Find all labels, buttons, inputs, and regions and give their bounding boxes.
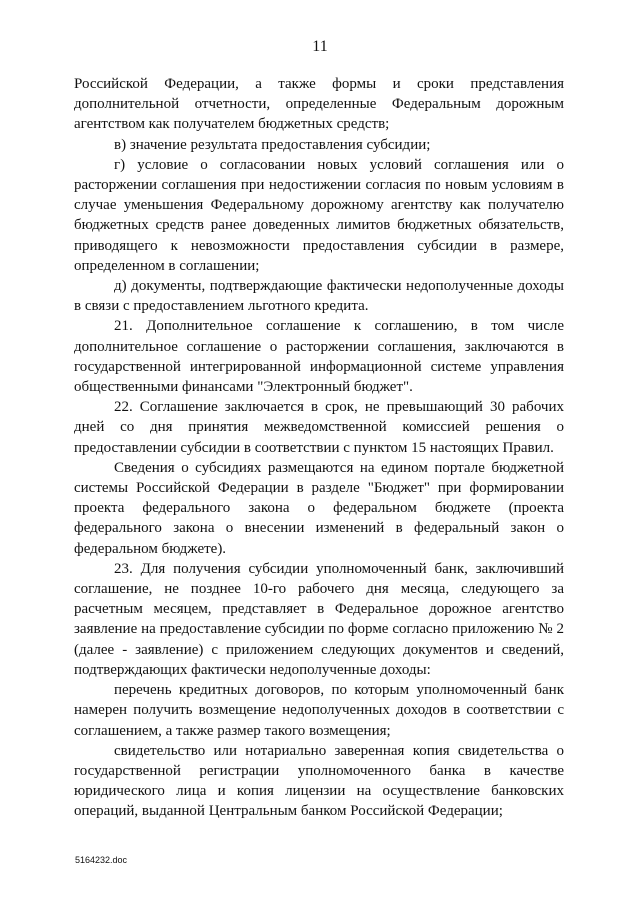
paragraph-22: 22. Соглашение заключается в срок, не превышающий 30 рабочих дней со дня принятия межведомственной комиссией решения о предоставлении субсидии в соответствии с пунктом 15 настоящих Правил.	[74, 399, 564, 456]
document-body	[74, 74, 564, 822]
paragraph-23: 23. Для получения субсидии уполномоченный банк, заключивший соглашение, не позднее 10-го рабочего дня месяца, следующего за расчетным месяцем, представляет в Федеральное дорожное агентство заявление на предоставление субсидии по форме согласно приложению № 2 (далее - заявление) с приложением следующих документов и сведений, подтверждающих фактически недополученные доходы:	[74, 560, 564, 678]
paragraph-item-d: д) документы, подтверждающие фактически недополученные доходы в связи с предоставлением льготного кредита.	[74, 278, 564, 315]
paragraph-21: 21. Дополнительное соглашение к соглашению, в том числе дополнительное соглашение о расторжении соглашения, заключаются в государственной интегрированной информационной системе управления общественными финансами "Электронный бюджет".	[74, 318, 564, 396]
paragraph-23-list-2: свидетельство или нотариально заверенная копия свидетельства о государственной регистрации уполномоченного банка в качестве юридического лица и копия лицензии на осуществление банковских операций, выданной Центральным банком Российской Федерации;	[74, 742, 564, 820]
paragraph-continuation: Российской Федерации, а также формы и сроки представления дополнительной отчетности, определенные Федеральным дорожным агентством как получателем бюджетных средств;	[74, 76, 564, 133]
footer-file-code: 5164232.doc	[75, 855, 128, 865]
paragraph-22-info: Сведения о субсидиях размещаются на едином портале бюджетной системы Российской Федерации в разделе "Бюджет" при формировании проекта федерального закона о федеральном бюджете (проекта федерального закона о внесении изменений в федеральный закон о федеральном бюджете).	[74, 459, 564, 557]
paragraph-23-list-1: перечень кредитных договоров, по которым уполномоченный банк намерен получить возмещение недополученных доходов в соответствии с соглашением, а также размер такого возмещения;	[74, 682, 564, 739]
paragraph-item-g: г) условие о согласовании новых условий соглашения или о расторжении соглашения при недостижении согласия по новым условиям в случае уменьшения Федеральному дорожному агентству как получателю бюджетных средств ранее доведенных лимитов бюджетных обязательств, приводящего к невозможности предоставления субсидии в размере, определенном в соглашении;	[74, 156, 564, 274]
page-number: 11	[312, 38, 328, 55]
paragraph-item-v: в) значение результата предоставления субсидии;	[114, 136, 431, 153]
